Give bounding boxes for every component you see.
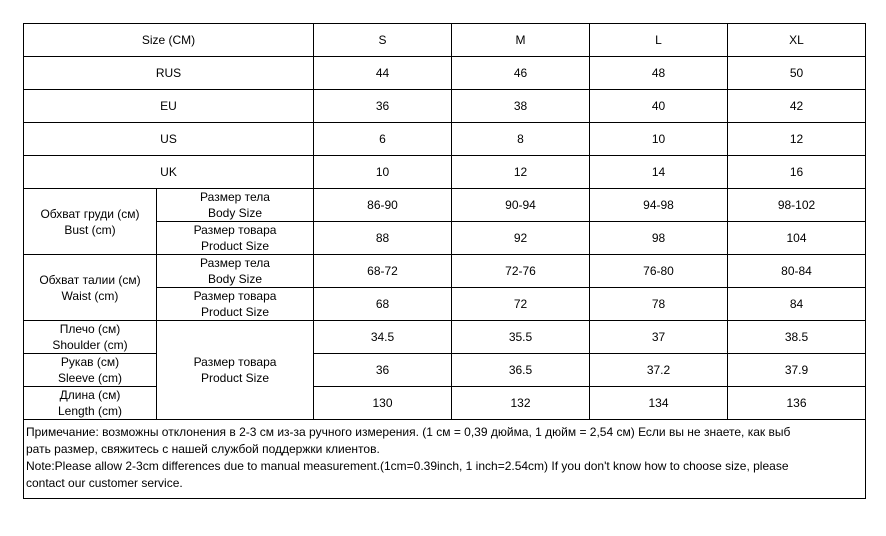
cell-value: 136 <box>728 387 866 420</box>
cell-value: 72 <box>452 288 590 321</box>
waist-label <box>24 255 157 321</box>
shoulder-row <box>24 321 866 354</box>
cell-value: 78 <box>590 288 728 321</box>
product-size-label-en: Product Size <box>200 371 270 385</box>
us-row <box>24 123 866 156</box>
body-size-label-en: Body Size <box>207 206 263 220</box>
cell-value: 86-90 <box>314 189 452 222</box>
note-en-line-1: Note:Please allow 2-3cm differences due to manual measurement.(1cm=0.39inch, 1 inch=2.54cm) If you don't know how to choose size, please <box>26 459 789 473</box>
cell-value: 6 <box>314 123 452 156</box>
bust-body-row <box>24 189 866 222</box>
bust-label-en: Bust (cm) <box>64 222 116 237</box>
cell-value: 94-98 <box>590 189 728 222</box>
cell-value: 34.5 <box>314 321 452 354</box>
length-label-ru: Длина (см) <box>59 388 121 402</box>
product-size-label-ru: Размер товара <box>193 223 277 237</box>
size-xl-header: XL <box>728 24 866 57</box>
size-header-label: Size (CM) <box>24 24 314 57</box>
cell-value: 12 <box>452 156 590 189</box>
uk-row <box>24 156 866 189</box>
merged-product-size-label <box>157 321 314 420</box>
size-m-header: M <box>452 24 590 57</box>
size-s-header: S <box>314 24 452 57</box>
shoulder-label-ru: Плечо (см) <box>59 322 121 336</box>
body-size-label <box>157 255 314 288</box>
row-label: EU <box>24 90 314 123</box>
bust-label <box>24 189 157 255</box>
cell-value: 12 <box>728 123 866 156</box>
cell-value: 98-102 <box>728 189 866 222</box>
cell-value: 44 <box>314 57 452 90</box>
sleeve-label <box>24 354 157 387</box>
cell-value: 36 <box>314 90 452 123</box>
bust-label-ru: Обхват груди (см) <box>40 206 140 221</box>
product-size-label-ru: Размер товара <box>193 289 277 303</box>
cell-value: 46 <box>452 57 590 90</box>
body-size-label <box>157 189 314 222</box>
note-row <box>24 420 866 499</box>
cell-value: 88 <box>314 222 452 255</box>
cell-value: 80-84 <box>728 255 866 288</box>
product-size-label-en: Product Size <box>200 239 270 253</box>
sleeve-label-ru: Рукав (см) <box>60 355 120 369</box>
row-label: UK <box>24 156 314 189</box>
note-ru-line-2: рать размер, свяжитесь с нашей службой поддержки клиентов. <box>26 442 380 456</box>
sleeve-label-en: Sleeve (cm) <box>57 371 122 385</box>
cell-value: 104 <box>728 222 866 255</box>
body-size-label-ru: Размер тела <box>200 256 270 270</box>
body-size-label-en: Body Size <box>207 272 263 286</box>
waist-label-ru: Обхват талии (см) <box>39 272 141 287</box>
product-size-label-en: Product Size <box>200 305 270 319</box>
size-chart-table <box>23 23 866 499</box>
eu-row <box>24 90 866 123</box>
cell-value: 84 <box>728 288 866 321</box>
rus-row <box>24 57 866 90</box>
waist-body-row <box>24 255 866 288</box>
waist-label-en: Waist (cm) <box>61 288 119 303</box>
cell-value: 92 <box>452 222 590 255</box>
cell-value: 37 <box>590 321 728 354</box>
cell-value: 98 <box>590 222 728 255</box>
cell-value: 37.9 <box>728 354 866 387</box>
cell-value: 16 <box>728 156 866 189</box>
note-ru-line-1: Примечание: возможны отклонения в 2-3 см из-за ручного измерения. (1 см = 0,39 дюйма, 1 дюйм = 2,54 см) Если вы не знаете, как выб <box>26 425 791 439</box>
cell-value: 48 <box>590 57 728 90</box>
header-row <box>24 24 866 57</box>
size-l-header: L <box>590 24 728 57</box>
cell-value: 35.5 <box>452 321 590 354</box>
cell-value: 42 <box>728 90 866 123</box>
cell-value: 10 <box>590 123 728 156</box>
cell-value: 40 <box>590 90 728 123</box>
cell-value: 10 <box>314 156 452 189</box>
cell-value: 38.5 <box>728 321 866 354</box>
cell-value: 50 <box>728 57 866 90</box>
length-label-en: Length (cm) <box>57 404 123 418</box>
cell-value: 90-94 <box>452 189 590 222</box>
cell-value: 38 <box>452 90 590 123</box>
product-size-label <box>157 222 314 255</box>
cell-value: 68 <box>314 288 452 321</box>
cell-value: 76-80 <box>590 255 728 288</box>
product-size-label <box>157 288 314 321</box>
cell-value: 14 <box>590 156 728 189</box>
shoulder-label <box>24 321 157 354</box>
cell-value: 72-76 <box>452 255 590 288</box>
cell-value: 132 <box>452 387 590 420</box>
cell-value: 134 <box>590 387 728 420</box>
cell-value: 36.5 <box>452 354 590 387</box>
cell-value: 37.2 <box>590 354 728 387</box>
length-label <box>24 387 157 420</box>
product-size-label-ru: Размер товара <box>193 355 277 369</box>
note-en-line-2: contact our customer service. <box>26 476 183 490</box>
length-row <box>24 387 866 420</box>
body-size-label-ru: Размер тела <box>200 190 270 204</box>
shoulder-label-en: Shoulder (cm) <box>52 338 128 352</box>
cell-value: 8 <box>452 123 590 156</box>
cell-value: 68-72 <box>314 255 452 288</box>
sleeve-row <box>24 354 866 387</box>
cell-value: 130 <box>314 387 452 420</box>
row-label: US <box>24 123 314 156</box>
row-label: RUS <box>24 57 314 90</box>
cell-value: 36 <box>314 354 452 387</box>
measurement-note <box>24 420 866 499</box>
